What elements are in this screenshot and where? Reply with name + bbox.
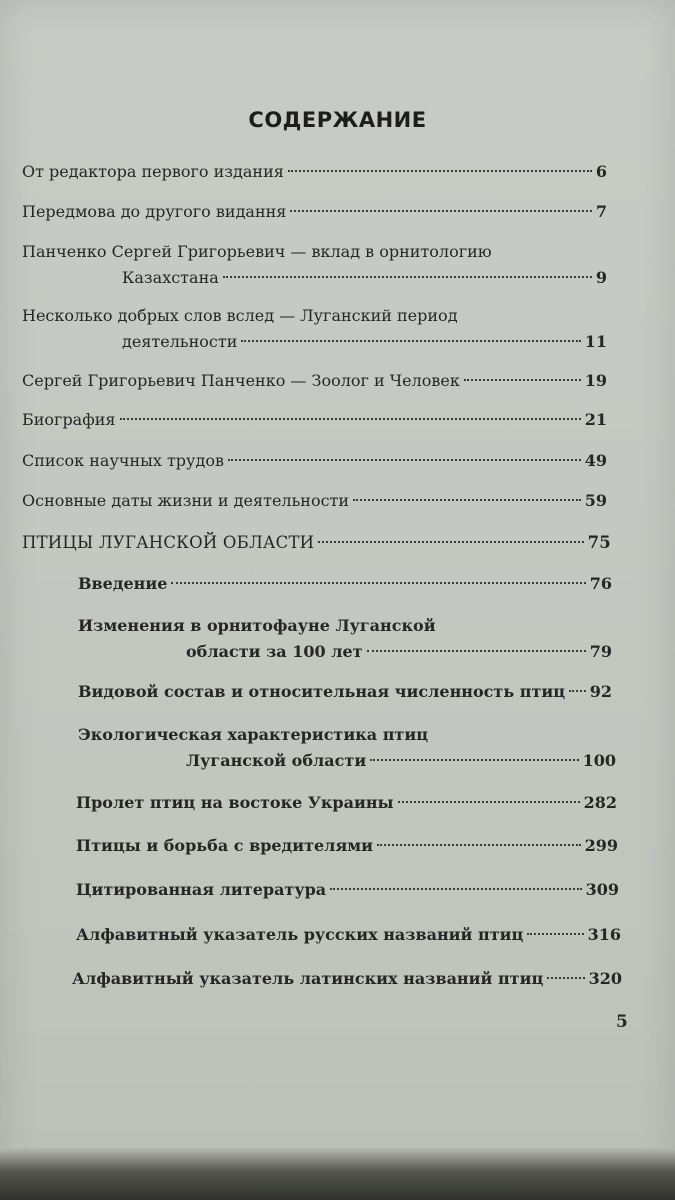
toc-entry	[78, 613, 612, 665]
dot-leader	[330, 888, 581, 890]
toc-entry-page: 9	[595, 268, 607, 287]
dot-leader	[370, 759, 578, 761]
toc-entry-page: 92	[589, 682, 612, 701]
toc-entry-title-line1: Экологическая характеристика птиц	[78, 725, 429, 744]
dot-leader	[223, 276, 592, 278]
toc-entry	[78, 679, 612, 705]
toc-entry	[22, 448, 607, 474]
toc-entry	[22, 488, 607, 514]
dot-leader	[288, 170, 592, 172]
toc-entry-title: Передмова до другого видання	[22, 202, 287, 221]
toc-entry	[22, 159, 607, 185]
toc-entry-title: области за 100 лет	[186, 642, 363, 661]
toc-entry-title-line1: Изменения в орнитофауне Луганской	[78, 616, 436, 635]
toc-entry-title: Алфавитный указатель русских названий птиц	[76, 925, 524, 944]
dot-leader	[120, 418, 581, 420]
dot-leader	[464, 379, 581, 381]
dot-leader	[353, 499, 581, 501]
toc-entry	[76, 790, 617, 816]
toc-entry-page: 11	[584, 332, 607, 351]
toc-entry-page: 21	[584, 410, 607, 429]
dot-leader	[527, 933, 583, 935]
toc-entry-page: 320	[588, 969, 622, 988]
dot-leader	[377, 844, 581, 846]
dot-leader	[569, 690, 586, 692]
toc-entry-title: Казахстана	[122, 268, 219, 287]
toc-entry	[76, 922, 621, 948]
toc-entry-page: 316	[587, 925, 621, 944]
toc-entry-title-line1: Несколько добрых слов вслед — Луганский период	[22, 306, 458, 325]
toc-entry-page: 49	[584, 451, 607, 470]
dot-leader	[367, 650, 586, 652]
toc-entry	[76, 833, 618, 859]
dot-leader	[547, 977, 584, 979]
toc-entry	[76, 877, 619, 903]
toc-entry-title: Основные даты жизни и деятельности	[22, 491, 350, 510]
toc-entry-title: Луганской области	[186, 751, 367, 770]
toc-entry	[22, 407, 607, 433]
toc-entry-title: Введение	[78, 574, 168, 593]
toc-entry-page: 19	[584, 371, 607, 390]
toc-entry-title: Птицы и борьба с вредителями	[76, 836, 374, 855]
toc-entry-title: Сергей Григорьевич Панченко — Зоолог и Человек	[22, 371, 460, 390]
toc-entry-title: Пролет птиц на востоке Украины	[76, 793, 394, 812]
toc-entry-page: 309	[585, 880, 619, 899]
toc-entry-title: Цитированная литература	[76, 880, 327, 899]
toc-entry	[72, 966, 622, 992]
toc-entry-page: 76	[589, 574, 612, 593]
toc-entry-page: 6	[595, 162, 607, 181]
dot-leader	[318, 541, 583, 543]
dot-leader	[398, 801, 580, 803]
toc-entry	[22, 239, 607, 291]
toc-entry-page: 79	[589, 642, 612, 661]
toc-entry	[22, 199, 607, 225]
dot-leader	[241, 340, 580, 342]
toc-entry-page: 299	[584, 836, 618, 855]
toc-entry-title-line1: Панченко Сергей Григорьевич — вклад в орнитологию	[22, 242, 492, 261]
toc-entry-page: 75	[587, 533, 611, 552]
page-number: 5	[616, 1012, 628, 1032]
toc-entry-title: ПТИЦЫ ЛУГАНСКОЙ ОБЛАСТИ	[22, 533, 315, 552]
page-title: СОДЕРЖАНИЕ	[248, 108, 427, 132]
toc-entry-page: 282	[583, 793, 617, 812]
toc-entry-title: деятельности	[122, 332, 238, 351]
toc-entry-title: Список научных трудов	[22, 451, 224, 470]
toc-entry-title: Видовой состав и относительная численность птиц	[78, 682, 566, 701]
dot-leader	[171, 582, 585, 584]
dot-leader	[228, 459, 581, 461]
toc-entry	[22, 303, 607, 355]
page-edge-shadow	[0, 1148, 675, 1200]
toc-entry-page: 100	[582, 751, 616, 770]
toc-entry	[78, 722, 616, 774]
toc-entry	[78, 571, 612, 597]
dot-leader	[290, 210, 591, 212]
toc-entry-page: 59	[584, 491, 607, 510]
toc-entry-page: 7	[595, 202, 607, 221]
toc-entry-title: Биография	[22, 410, 116, 429]
toc-entry	[22, 368, 607, 394]
toc-entry-title: От редактора первого издания	[22, 162, 284, 181]
toc-entry-title: Алфавитный указатель латинских названий птиц	[72, 969, 544, 988]
toc-section-heading	[22, 530, 611, 556]
